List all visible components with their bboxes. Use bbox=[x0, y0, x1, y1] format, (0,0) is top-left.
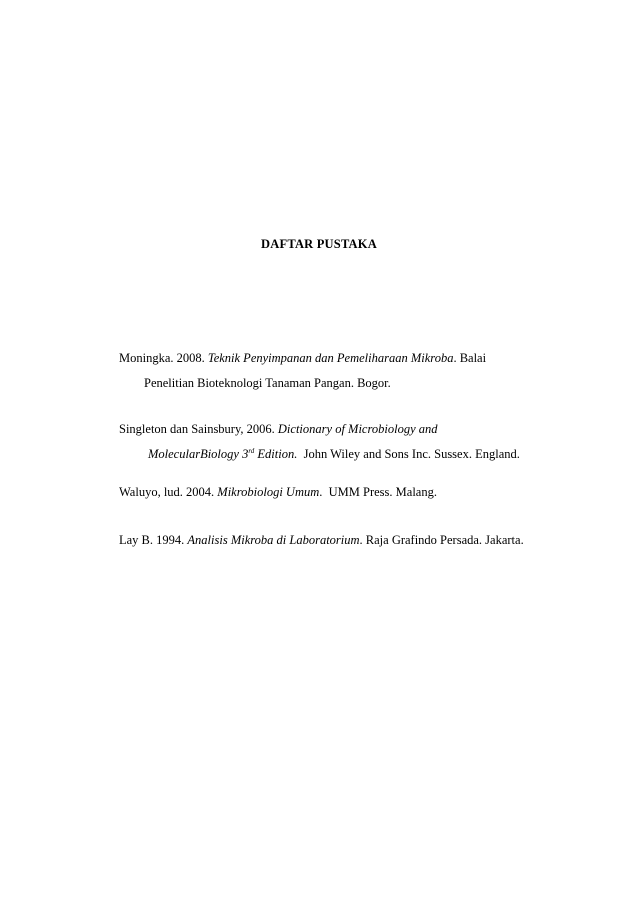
reference-work-title: Mikrobiologi Umum bbox=[217, 485, 320, 499]
reference-author-year: Lay B. 1994. bbox=[119, 533, 188, 547]
reference-publisher: . Balai bbox=[453, 351, 487, 365]
reference-line bbox=[119, 346, 589, 371]
reference-work-title: Analisis Mikroba di Laboratorium bbox=[187, 533, 360, 547]
reference-publisher: . UMM Press. Malang. bbox=[319, 485, 437, 499]
reference-line bbox=[119, 528, 589, 553]
reference-work-title-continued bbox=[148, 447, 297, 461]
page-title: DAFTAR PUSTAKA bbox=[261, 237, 377, 251]
reference-edition: Edition. bbox=[254, 447, 298, 461]
ordinal-superscript: rd bbox=[248, 446, 255, 455]
reference-work-title-part: MolecularBiology 3 bbox=[148, 447, 249, 461]
reference-publisher: John Wiley and Sons Inc. Sussex. England. bbox=[297, 447, 520, 461]
reference-work-title: Dictionary of Microbiology and bbox=[277, 422, 438, 436]
reference-work-title: Teknik Penyimpanan dan Pemeliharaan Mikroba bbox=[207, 351, 454, 365]
reference-continuation bbox=[119, 442, 589, 467]
reference-continuation: Penelitian Bioteknologi Tanaman Pangan. Bogor. bbox=[144, 376, 391, 390]
reference-entry-lay bbox=[119, 528, 589, 553]
reference-line bbox=[119, 480, 589, 505]
reference-author-year: Moningka. 2008. bbox=[119, 351, 208, 365]
reference-author-year: Singleton dan Sainsbury, 2006. bbox=[119, 422, 278, 436]
reference-entry-moningka bbox=[119, 346, 589, 396]
reference-entry-waluyo bbox=[119, 480, 589, 505]
reference-author-year: Waluyo, lud. 2004. bbox=[119, 485, 218, 499]
reference-publisher: . Raja Grafindo Persada. Jakarta. bbox=[359, 533, 524, 547]
reference-entry-singleton bbox=[119, 417, 589, 467]
reference-line bbox=[119, 417, 589, 442]
